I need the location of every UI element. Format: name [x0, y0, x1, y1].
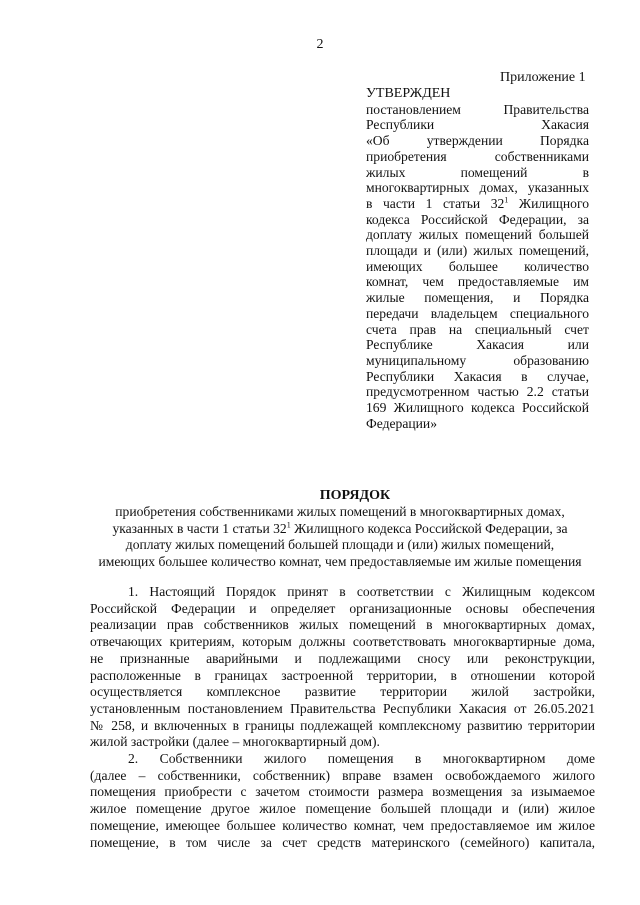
- approval-line: счета прав на специальный счет: [366, 321, 589, 337]
- body-line: жилой застройки (далее – многоквартирный дом).: [90, 734, 380, 750]
- document-title: ПОРЯДОК: [319, 488, 391, 503]
- approval-block: [366, 86, 589, 431]
- approval-line: площади и (или) жилых помещений,: [366, 243, 589, 259]
- approval-line: жилые помещения, и Порядка: [366, 290, 589, 306]
- appendix-label: Приложение 1: [500, 70, 586, 85]
- approval-line: муниципальному образованию: [366, 352, 589, 368]
- approval-line: 169 Жилищного кодекса Российской: [366, 400, 589, 416]
- approval-line: передачи владельцем специального: [366, 305, 589, 321]
- body-line: осуществляется комплексное развитие территории жилой застройки,: [90, 684, 595, 700]
- body-line: установленным постановлением Правительства Республики Хакасия от 26.05.2021: [90, 700, 595, 716]
- body-line: не признанные аварийными и подлежащими сносу или реконструкции,: [90, 650, 595, 666]
- approval-line: Республики Хакасия: [366, 117, 589, 133]
- subtitle-line: указанных в части 1 статьи $32^1$ Жилищного кодекса Российской Федерации, за: [112, 519, 568, 536]
- subtitle-line: доплату жилых помещений большей площади и (или) жилых помещений,: [125, 537, 555, 552]
- body-line: № 258, и включенных в границы подлежащей комплексному развитию территории: [90, 717, 595, 733]
- subtitle-line: имеющих большее количество комнат, чем предоставляемые им жилые помещения: [98, 553, 582, 569]
- document-subtitle: [80, 504, 600, 570]
- approval-line: жилых помещений в: [366, 164, 589, 180]
- page-number: 2: [316, 37, 324, 52]
- body-line: (далее – собственники, собственник) вправе взамен освобождаемого жилого: [90, 767, 595, 783]
- approval-line: Федерации»: [366, 415, 437, 431]
- approval-line: в части 1 статьи $32^1$ Жилищного: [366, 195, 589, 211]
- body-line: 2. Собственники жилого помещения в многоквартирном доме: [128, 751, 595, 767]
- approval-line: комнат, чем предоставляемые им: [366, 274, 589, 290]
- approval-line: Республике Хакасия или: [366, 337, 589, 353]
- body-line: реализации прав собственников жилых помещений в многоквартирных домах,: [90, 617, 595, 633]
- approval-line: «Об утверждении Порядка: [366, 133, 589, 149]
- body-line: 1. Настоящий Порядок принят в соответствии с Жилищным кодексом: [128, 584, 595, 599]
- approval-line: приобретения собственниками: [366, 148, 589, 164]
- approval-line: доплату жилых помещений большей: [366, 227, 589, 243]
- body-line: помещение, в том числе за счет средств материнского (семейного) капитала,: [90, 834, 595, 850]
- approval-text: [366, 102, 589, 432]
- body-line: отвечающих критериям, которым должны соответствовать многоквартирные дома,: [90, 634, 595, 650]
- approval-line: предусмотренном частью 2.2 статьи: [366, 384, 589, 400]
- subtitle-line: приобретения собственниками жилых помещений в многоквартирных домах,: [115, 504, 565, 519]
- body-line: помещения приобрести с зачетом стоимости размера возмещения за изымаемое: [90, 784, 595, 800]
- body-line: помещение, имеющее большее количество комнат, чем предоставляемое им жилое: [90, 817, 595, 833]
- approval-line: имеющих большее количество: [366, 258, 589, 274]
- approval-line: кодекса Российской Федерации, за: [366, 211, 589, 227]
- body-line: Российской Федерации и определяет организационные основы обеспечения: [90, 600, 595, 616]
- approval-title: УТВЕРЖДЕН: [366, 86, 451, 101]
- document-body: [90, 584, 595, 851]
- approval-line: постановлением Правительства: [366, 101, 589, 117]
- body-line: расположенные в границах застроенной территории, в отношении которой: [90, 667, 595, 683]
- approval-line: многоквартирных домах, указанных: [366, 180, 589, 196]
- approval-line: Республики Хакасия в случае,: [366, 368, 589, 384]
- body-line: жилое помещение другое жилое помещение большей площади и (или) жилое: [90, 801, 595, 817]
